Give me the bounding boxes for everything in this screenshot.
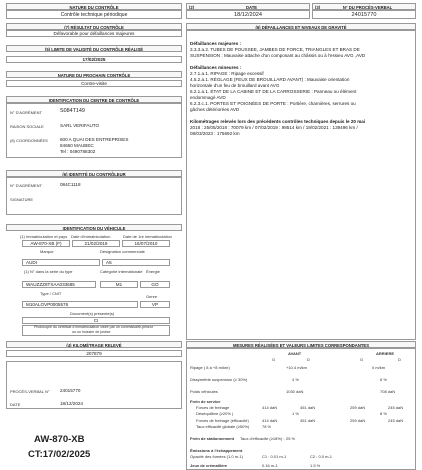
- controller-title: (6) IDENTITÉ DU CONTRÔLEUR: [6, 170, 182, 177]
- ripage-rear: 0 m/km: [372, 365, 386, 370]
- brake-forces-eff-label: Forces de freinage (efficacité): [196, 418, 249, 423]
- measures-title: MESURES RÉALISÉES ET VALEURS LIMITES CORRESPONDANTES: [186, 341, 416, 348]
- next-control-title: NATURE DU PROCHAIN CONTRÔLE: [6, 71, 182, 78]
- dissym-front: 4 %: [292, 377, 299, 382]
- center-agrement-label: N° D'AGRÉMENT: [10, 110, 42, 115]
- brake-front-right-eff: 451 daN: [300, 418, 316, 423]
- defect-major-2: SUSPENSION : Mauvaise attache d'un composant au châssis ou à l'essieu AVG ,AVD: [190, 53, 366, 58]
- measures-rear-header: ARRIERE: [376, 351, 395, 356]
- emissions-label: Émissions à l'échappement: [190, 448, 243, 453]
- vehicle-label-immat: (1) Immatriculation et pays: [20, 234, 68, 239]
- doc-note-1: Photocopie du certificat d'immatriculation visée par un commissaire-priseur: [34, 325, 154, 329]
- section-number: (3): [315, 5, 321, 10]
- weight-front: 1030 daN: [286, 389, 304, 394]
- designation-value: A5: [102, 259, 170, 266]
- categorie-label: Catégorie internationale: [100, 269, 143, 274]
- imbalance-rear: 8 %: [380, 411, 387, 416]
- type-value: M10ALOVP0005576: [22, 301, 138, 308]
- ripage-front: +10.4 m/km: [286, 365, 308, 370]
- categorie-value: M1: [100, 281, 138, 288]
- genre-value: VP: [140, 301, 170, 308]
- nature-value: Contrôle technique périodique: [6, 10, 182, 19]
- date-label-text: DATE: [246, 5, 258, 10]
- brake-forces-label: Forces de freinage: [196, 405, 230, 410]
- previous-km-1: 2018 : 25/05/2018 : 70079 km / 07/02/2019 : 98514 km / 19/02/2021 : 139496 km /: [190, 125, 358, 130]
- center-coords-label: (8) COORDONNÉES: [10, 138, 48, 143]
- vehicle-label-date-1re: Date de 1re immatriculation: [123, 234, 172, 239]
- pv-block-label: PROCÈS-VERBAL N°: [10, 389, 50, 394]
- center-title: IDENTIFICATION DU CENTRE DE CONTRÔLE: [6, 96, 182, 103]
- imbalance-label: Déséquilibre (≥20% ): [196, 411, 234, 416]
- marque-label: Marque: [40, 249, 54, 254]
- pv-block-value: 24015770: [60, 388, 81, 393]
- measures-front-header: AVANT: [288, 351, 302, 356]
- defect-major-1: 3.3.3.a.2. TUBES DE POUSSEE, JAMBES DE FORCE, TRIANGLES ET BRAS DE: [190, 47, 360, 52]
- pv-value: 24015770: [312, 10, 416, 19]
- sticker-plate: AW-870-XB: [34, 434, 85, 445]
- service-brake-label: Frein de service: [190, 399, 221, 404]
- defect-minor-3: horizontale d'un feu de brouillard avant AVG: [190, 83, 280, 88]
- center-raison-value: SARL VERIFAUTO: [60, 123, 100, 128]
- date-immat-value: 21/02/2019: [72, 240, 120, 247]
- defect-minor-6: 6.2.3.c.1. PORTES ET POIGNÉES DE PORTE : Portière, charnières, serrures ou: [190, 101, 356, 106]
- global-eff-value: 78 %: [262, 424, 272, 429]
- global-eff-label: Taux efficacité globale (≥50%): [196, 424, 250, 429]
- marque-value: AUDI: [22, 259, 100, 266]
- defects-major-label: Défaillances majeures :: [190, 41, 242, 46]
- date-1re-value: 15/07/2010: [122, 240, 170, 247]
- parking-brake-eff-value: 25 %: [286, 436, 296, 441]
- measures-front-left: G: [272, 357, 276, 362]
- defect-minor-2: 4.5.2.a.1. RÉGLAGE (FEUX DE BROUILLARD AVANT) : Mauvaise orientation: [190, 77, 350, 82]
- center-tel: Tel : 0490788302: [60, 149, 96, 154]
- defect-minor-5: endommagé AVD: [190, 95, 226, 100]
- vin-label: (1) N° dans la série du type: [24, 269, 73, 274]
- measures-front-right: D: [307, 357, 310, 362]
- measures-rear-left: G: [360, 357, 364, 362]
- center-addr2: 84660 MAUBEC: [60, 143, 94, 148]
- validity-title: (5) LIMITE DE VALIDITÉ DU CONTRÔLE RÉALISÉ: [6, 45, 182, 52]
- designation-label: Désignation commerciale: [100, 249, 145, 254]
- parking-brake-label: Frein de stationnement: [190, 436, 235, 441]
- steering-play-label: Jeux de crémaillère: [190, 463, 228, 468]
- defects-title: (6) DÉFAILLANCES ET NIVEAUX DE GRAVITÉ: [186, 23, 416, 30]
- steering-play-1: 0.16 m-1: [262, 463, 278, 468]
- pv-block: [6, 361, 182, 409]
- nature-label: NATURE DU CONTRÔLE: [6, 3, 182, 10]
- result-value: Défavorable pour défaillances majeures: [6, 30, 182, 37]
- date-value: 18/12/2024: [186, 10, 310, 19]
- immat-value: AW-870-XB (F): [22, 240, 70, 247]
- mileage-title: (4) KILOMÉTRAGE RELEVÉ: [6, 341, 182, 348]
- imbalance-front: 1 %: [292, 411, 299, 416]
- brake-front-right: 451 daN: [300, 405, 316, 410]
- brake-rear-right-eff: 245 daN: [388, 418, 404, 423]
- brake-front-left-eff: 414 daN: [262, 418, 278, 423]
- defect-minor-1: 2.7.1.a.1. RIPAGE : Ripage excessif: [190, 71, 264, 76]
- mileage-value: 207879: [6, 350, 182, 357]
- ripage-label: Ripage ( 8 à +8 m/km): [190, 365, 230, 370]
- result-title: (7) RÉSULTAT DU CONTRÔLE: [6, 23, 182, 30]
- documents-label: Document(s) présenté(s): [70, 311, 115, 316]
- center-addr1: 600 A QUAI DES ENTREPRISES: [60, 137, 129, 142]
- controller-agrement-value: 084C1118: [60, 182, 81, 187]
- documents-value: CI: [22, 317, 170, 324]
- energie-label: Énergie: [146, 269, 160, 274]
- steering-play-2: 1.5 %: [310, 463, 321, 468]
- parking-brake-eff-label: Taux d'efficacité (≥18%) :: [240, 436, 285, 441]
- weight-label: Poids véhicules: [190, 389, 218, 394]
- defect-minor-4: 6.2.1.a.1. ÉTAT DE LA CABINE ET DE LA CARROSSERIE : Panneau ou élément: [190, 89, 357, 94]
- pv-label-text: N° DU PROCÈS-VERBAL: [342, 5, 393, 10]
- center-agrement-value: S084T149: [60, 108, 85, 114]
- sticker-ct-date: CT:17/02/2025: [28, 449, 91, 460]
- genre-label: Genre: [146, 294, 158, 299]
- defect-minor-7: gâches détériorées AVD: [190, 107, 240, 112]
- center-raison-label: RAISON SOCIALE: [10, 124, 44, 129]
- vehicle-title: IDENTIFICATION DU VÉHICULE: [6, 224, 182, 231]
- previous-km-title: Kilométrages relevés lors des précédents contrôles techniques depuis le 20 mai: [190, 119, 366, 124]
- next-control-value: Contre-visite: [6, 80, 182, 87]
- weight-rear: 708 daN: [380, 389, 396, 394]
- pv-block-date-value: 18/12/2024: [60, 401, 83, 406]
- opacity-c2: C2 : 0.0 m-1: [310, 454, 333, 459]
- brake-front-left: 414 daN: [262, 405, 278, 410]
- energie-value: GO: [140, 281, 170, 288]
- vehicle-label-date-immat: Date d'immatriculation: [71, 234, 111, 239]
- pv-block-date-label: DATE: [10, 402, 21, 407]
- validity-value: 17/02/2025: [6, 56, 182, 63]
- brake-rear-left-eff: 259 daN: [350, 418, 366, 423]
- section-number: (2): [189, 5, 195, 10]
- previous-km-2: 08/03/2023 : 175692 km: [190, 131, 240, 136]
- dissym-label: Dissymétrie suspension (≥ 30%): [190, 377, 248, 382]
- type-label: Type / CNIT: [40, 291, 62, 296]
- pv-label: [312, 3, 416, 10]
- date-label: [186, 3, 310, 10]
- doc-note-2: ou un huissier de justice: [72, 330, 111, 334]
- vin-value: WAUZZZ8TXAA033685: [22, 281, 96, 288]
- dissym-rear: 6 %: [380, 377, 387, 382]
- opacity-c1: C1 : 0.01 m-1: [262, 454, 287, 459]
- brake-rear-right: 245 daN: [388, 405, 404, 410]
- opacity-label: Opacité des fumées (1.0 m-1): [190, 454, 243, 459]
- defects-minor-label: Défaillances mineures :: [190, 65, 242, 70]
- controller-agrement-label: N° D'AGRÉMENT: [10, 183, 42, 188]
- measures-rear-right: D: [398, 357, 401, 362]
- signature-label: SIGNATURE: [10, 197, 34, 202]
- brake-rear-left: 259 daN: [350, 405, 366, 410]
